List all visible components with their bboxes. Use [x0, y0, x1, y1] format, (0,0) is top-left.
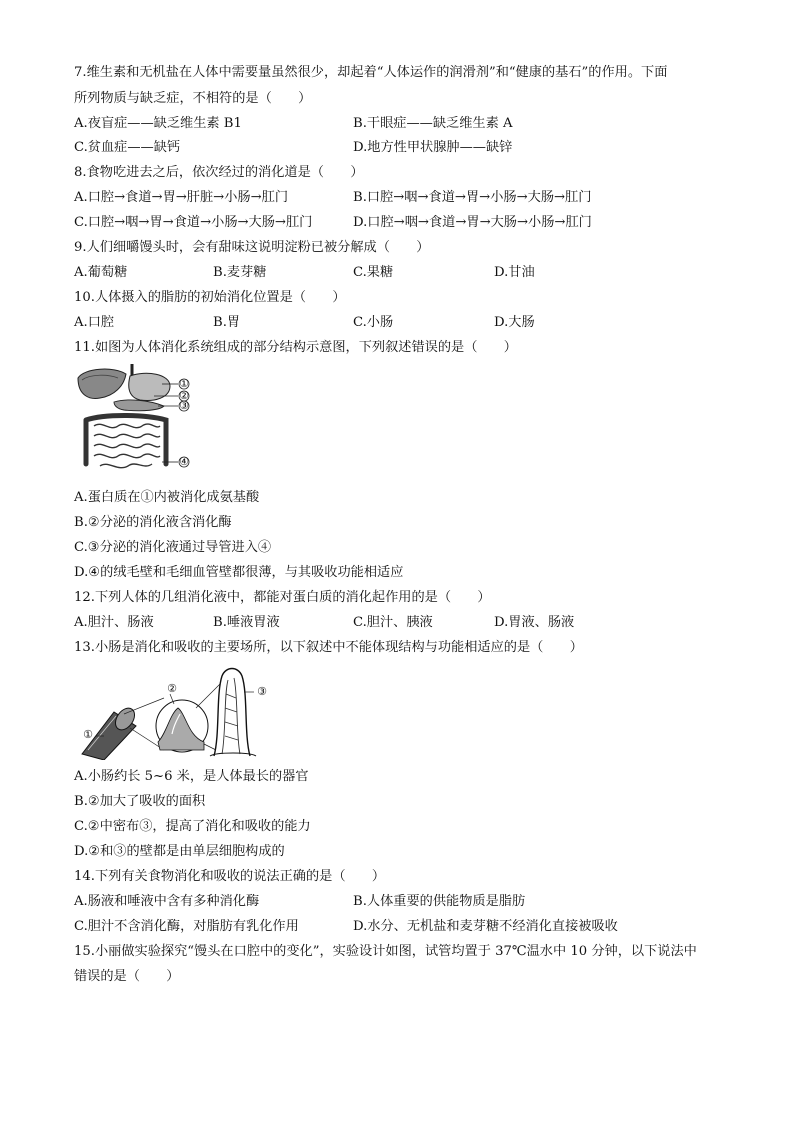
q8-option-a: A.口腔→食道→胃→肝脏→小肠→肛门: [74, 190, 289, 205]
q9-option-a: A.葡萄糖: [74, 265, 128, 280]
q13-option-a: A.小肠约长 5~6 米，是人体最长的器官: [74, 769, 309, 784]
q13-stem: 13.小肠是消化和吸收的主要场所，以下叙述中不能体现结构与功能相适应的是（ ）: [74, 640, 583, 655]
q14-option-a: A.肠液和唾液中含有多种消化酶: [74, 894, 260, 909]
q7-option-d: D.地方性甲状腺肿——缺锌: [353, 140, 513, 155]
small-intestine-figure: [74, 664, 274, 760]
q12-option-a: A.胆汁、肠液: [74, 615, 154, 630]
digestive-system-figure: [74, 364, 194, 476]
q12-option-b: B.唾液胃液: [213, 615, 280, 630]
q9-option-c: C.果糖: [353, 265, 394, 280]
q11-option-c: C.③分泌的消化液通过导管进入④: [74, 540, 272, 555]
q14-option-b: B.人体重要的供能物质是脂肪: [353, 894, 526, 909]
q8-stem: 8.食物吃进去之后，依次经过的消化道是（ ）: [74, 165, 364, 180]
q10-option-d: D.大肠: [494, 315, 535, 330]
stomach-shape: [129, 373, 170, 400]
q11-fig-label-1: ①: [179, 377, 189, 390]
q14-option-d: D.水分、无机盐和麦芽糖不经消化直接被吸收: [353, 919, 618, 934]
q14-stem: 14.下列有关食物消化和吸收的说法正确的是（ ）: [74, 869, 386, 884]
q7-option-a: A.夜盲症——缺乏维生素 B1: [74, 116, 242, 131]
q11-fig-label-3: ③: [179, 399, 189, 412]
q10-option-c: C.小肠: [353, 315, 394, 330]
q8-option-b: B.口腔→咽→食道→胃→小肠→大肠→肛门: [353, 190, 592, 205]
q13-fig-label-1: ①: [83, 728, 93, 741]
q13-option-b: B.②加大了吸收的面积: [74, 794, 206, 809]
q9-option-b: B.麦芽糖: [213, 265, 267, 280]
q7-stem-line2: 所列物质与缺乏症，不相符的是（ ）: [74, 91, 312, 106]
q11-option-b: B.②分泌的消化液含消化酶: [74, 515, 232, 530]
q12-option-d: D.胃液、肠液: [494, 615, 575, 630]
pancreas-shape: [114, 400, 164, 411]
small-intestine-shape: [94, 424, 160, 468]
q13-fig-label-3: ③: [257, 685, 267, 698]
q13-option-c: C.②中密布③，提高了消化和吸收的能力: [74, 819, 311, 834]
q15-stem-line2: 错误的是（ ）: [74, 969, 180, 984]
q11-option-d: D.④的绒毛壁和毛细血管壁都很薄，与其吸收功能相适应: [74, 565, 404, 580]
q8-option-d: D.口腔→咽→食道→胃→大肠→小肠→肛门: [353, 215, 592, 230]
q7-option-c: C.贫血症——缺钙: [74, 140, 181, 155]
q11-stem: 11.如图为人体消化系统组成的部分结构示意图，下列叙述错误的是（ ）: [74, 340, 517, 355]
fold-circle-shape: [156, 700, 208, 752]
q14-option-c: C.胆汁不含消化酶，对脂肪有乳化作用: [74, 919, 299, 934]
q10-stem: 10.人体摄入的脂肪的初始消化位置是（ ）: [74, 290, 346, 305]
q8-option-c: C.口腔→咽→胃→食道→小肠→大肠→肛门: [74, 215, 313, 230]
villus-shape: [210, 669, 256, 757]
q11-option-a: A.蛋白质在①内被消化成氨基酸: [74, 490, 260, 505]
q12-option-c: C.胆汁、胰液: [353, 615, 433, 630]
q9-stem: 9.人们细嚼馒头时，会有甜味这说明淀粉已被分解成（ ）: [74, 240, 430, 255]
q13-fig-label-2: ②: [167, 682, 177, 695]
large-intestine-shape: [86, 416, 166, 465]
q10-option-a: A.口腔: [74, 315, 115, 330]
liver-shape: [78, 369, 126, 398]
q7-option-b: B.干眼症——缺乏维生素 A: [353, 116, 513, 131]
q7-stem-line1: 7.维生素和无机盐在人体中需要量虽然很少，却起着“人体运作的润滑剂”和“健康的基石”的作用。下面: [74, 65, 668, 80]
q13-option-d: D.②和③的壁都是由单层细胞构成的: [74, 844, 285, 859]
q11-fig-label-2: ②: [179, 389, 189, 402]
q9-option-d: D.甘油: [494, 265, 535, 280]
q10-option-b: B.胃: [213, 315, 241, 330]
q12-stem: 12.下列人体的几组消化液中，都能对蛋白质的消化起作用的是（ ）: [74, 590, 491, 605]
q11-fig-label-4: ④: [179, 455, 189, 468]
q15-stem-line1: 15.小丽做实验探究“馒头在口腔中的变化”，实验设计如图，试管均置于 37℃温水中 10 分钟，以下说法中: [74, 944, 697, 959]
